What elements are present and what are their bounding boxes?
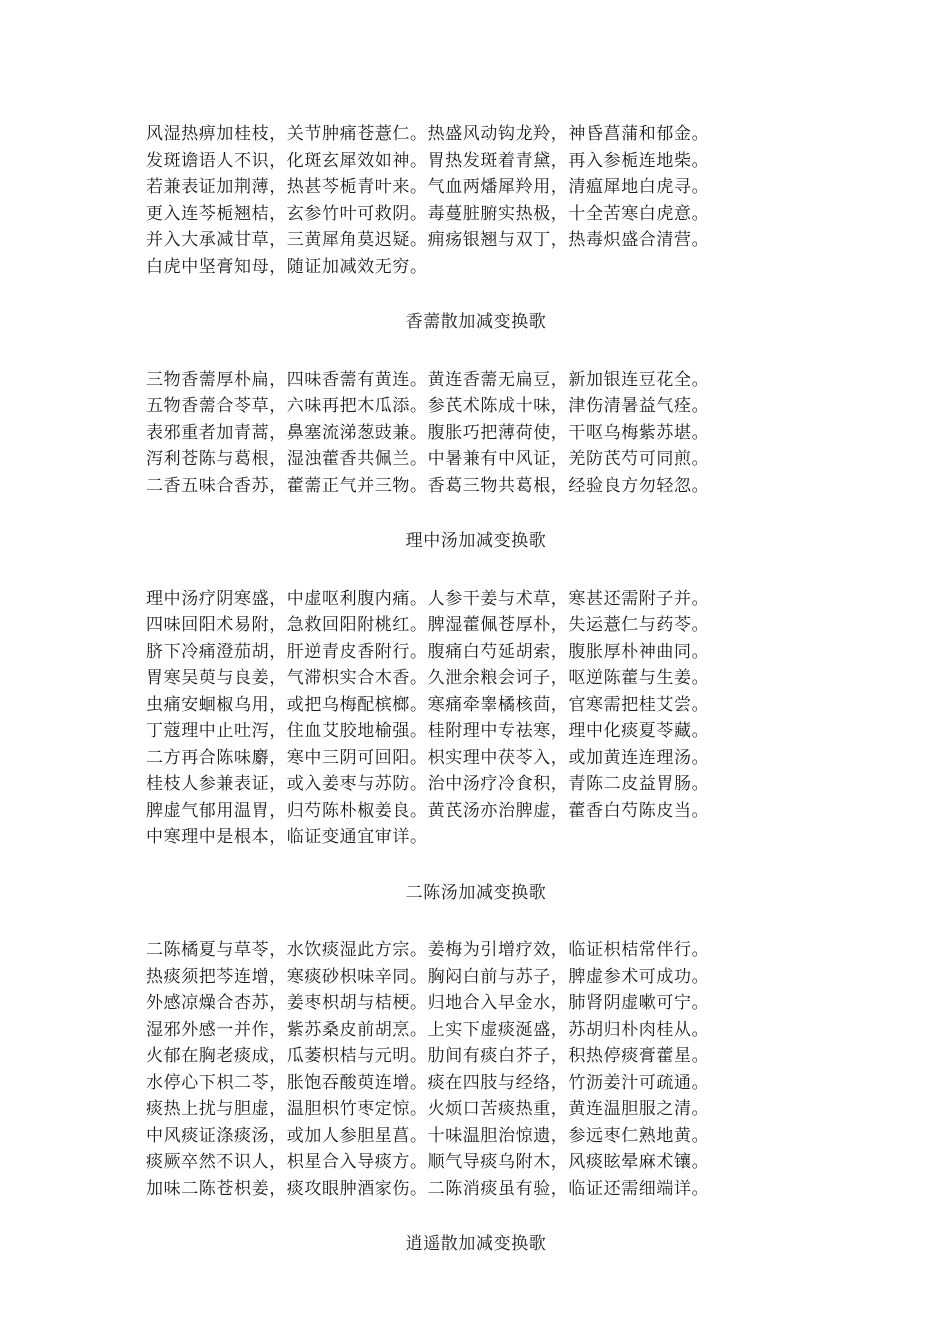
verse-line: 痰厥卒然不识人，枳星合入导痰方。顺气导痰乌附木，风痰眩晕麻术镶。 (146, 1152, 710, 1172)
verse-line: 中寒理中是根本，临证变通宜审详。 (146, 827, 428, 847)
section-title: 二陈汤加减变换歌 (405, 882, 547, 903)
verse-line: 痰热上扰与胆虚，温胆枳竹枣定惊。火烦口苦痰热重，黄连温胆服之清。 (146, 1099, 710, 1119)
verse-line: 加味二陈苍枳姜，痰攻眼肿酒家伤。二陈消痰虽有验，临证还需细端详。 (146, 1178, 710, 1199)
verse-line: 湿邪外感一并作，紫苏桑皮前胡烹。上实下虚痰涎盛，苏胡归朴肉桂从。 (146, 1019, 710, 1040)
verse-line: 五物香薷合苓草，六味再把木瓜添。参芪术陈成十味，津伤清暑益气痊。 (146, 396, 710, 416)
section-title: 香薷散加减变换歌 (405, 312, 547, 332)
verse-line: 二香五味合香苏，藿薷正气并三物。香葛三物共葛根，经验良方勿轻忽。 (146, 475, 710, 496)
verse-line: 并入大承减甘草，三黄犀角莫迟疑。痈疡银翘与双丁，热毒炽盛合清营。 (146, 230, 710, 250)
verse-line: 虫痛安蛔椒乌用，或把乌梅配槟榔。寒痛牵睾橘核茴，官寒需把桂艾尝。 (146, 694, 710, 715)
section-title: 理中汤加减变换歌 (405, 531, 547, 551)
verse-line: 二陈橘夏与草苓，水饮痰湿此方宗。姜梅为引增疗效，临证枳桔常伴行。 (146, 940, 710, 960)
verse-line: 更入连芩栀翘桔，玄参竹叶可救阴。毒蔓脏腑实热极，十全苦寒白虎意。 (146, 203, 710, 224)
verse-line: 四味回阳术易附，急救回阳附桃红。脾湿藿佩苍厚朴，失运薏仁与药苓。 (146, 615, 710, 635)
verse-line: 三物香薷厚朴扁，四味香薷有黄连。黄连香薷无扁豆，新加银连豆花全。 (146, 369, 710, 390)
verse-line: 中风痰证涤痰汤，或加人参胆星菖。十味温胆治惊遗，参远枣仁熟地黄。 (146, 1125, 710, 1146)
verse-line: 脐下冷痛澄茄胡，肝逆青皮香附行。腹痛白芍延胡索，腹胀厚朴神曲同。 (146, 641, 710, 662)
section-xiaoyao (146, 1202, 806, 1258)
verse-line: 理中汤疗阴寒盛，中虚呕利腹内痛。人参干姜与术草，寒甚还需附子并。 (146, 588, 710, 609)
verse-line: 丁蔻理中止吐泻，住血艾胶地榆强。桂附理中专祛寒，理中化痰夏苓藏。 (146, 721, 710, 741)
verse-line: 泻利苍陈与葛根，湿浊藿香共佩兰。中暑兼有中风证，羌防芪芍可同煎。 (146, 449, 710, 469)
verse-line: 表邪重者加青蒿，鼻塞流涕葱豉兼。腹胀巧把薄荷使，干呕乌梅紫苏堪。 (146, 422, 710, 443)
verse-line: 二方再合陈味麝，寒中三阴可回阳。枳实理中茯苓入，或加黄连连理汤。 (146, 747, 710, 768)
section-title: 逍遥散加减变换歌 (405, 1234, 547, 1254)
section-erchen (146, 851, 806, 1203)
section-lizhong (146, 499, 806, 851)
verse-line: 发斑谵语人不识，化斑玄犀效如神。胃热发斑着青黛，再入参栀连地柴。 (146, 150, 710, 171)
verse-line: 胃寒吴萸与良姜，气滞枳实合木香。久泄余粮会诃子，呕逆陈藿与生姜。 (146, 668, 710, 688)
document-body (146, 121, 806, 1258)
section-continuation (146, 121, 806, 280)
verse-line: 水停心下枳二苓，胀饱吞酸萸连增。痰在四肢与经络，竹沥姜汁可疏通。 (146, 1072, 710, 1093)
verse-line: 白虎中坚膏知母，随证加减效无穷。 (146, 256, 428, 277)
verse-line: 若兼表证加荆薄，热甚芩栀青叶来。气血两燔犀羚用，清瘟犀地白虎寻。 (146, 177, 710, 197)
verse-line: 热痰须把芩连增，寒痰砂枳味辛同。胸闷白前与苏子，脾虚参术可成功。 (146, 966, 710, 987)
verse-line: 火郁在胸老痰成，瓜萎枳桔与元明。肋间有痰白芥子，积热停痰膏藿星。 (146, 1046, 710, 1066)
verse-line: 风湿热痹加桂枝，关节肿痛苍薏仁。热盛风动钩龙羚，神昏菖蒲和郁金。 (146, 124, 710, 144)
section-xiangru (146, 280, 806, 499)
verse-line: 桂枝人参兼表证，或入姜枣与苏防。治中汤疗冷食积，青陈二皮益胃肠。 (146, 774, 710, 794)
verse-line: 脾虚气郁用温胃，归芍陈朴椒姜良。黄芪汤亦治脾虚，藿香白芍陈皮当。 (146, 800, 710, 821)
verse-line: 外感凉燥合杏苏，姜枣枳胡与桔梗。归地合入早金水，肺肾阴虚嗽可宁。 (146, 993, 710, 1013)
